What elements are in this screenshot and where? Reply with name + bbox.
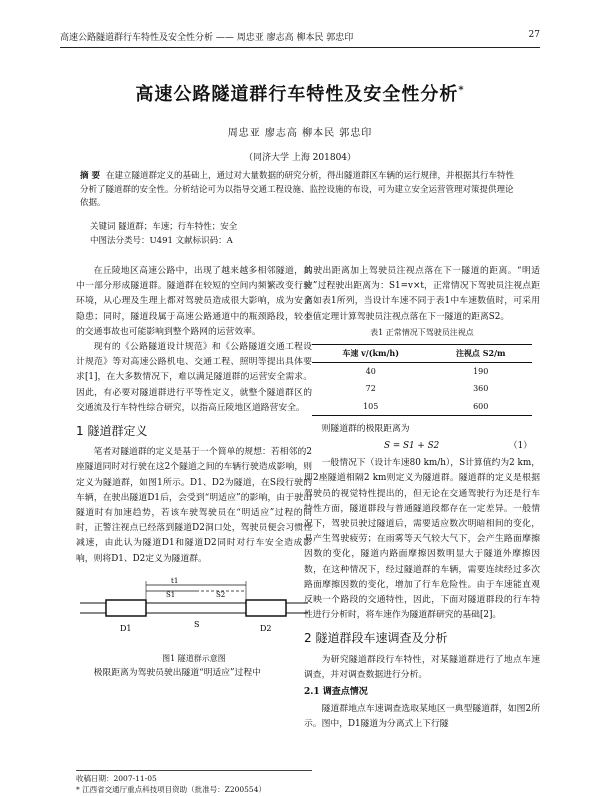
equation xyxy=(304,437,540,456)
table-header: 注视点 S2/m xyxy=(455,348,506,359)
label-d2: D2 xyxy=(260,623,272,633)
running-title: 高速公路隧道群行车特性及安全性分析 —— 周忠亚 廖志高 柳本民 郭忠印 xyxy=(60,33,354,43)
paragraph: 在丘陵地区高速公路中，出现了越来越多相邻隧道，其中一部分形成隧道群。隧道群在较短的空间内频繁改变行驶环境，从心理及生理上都对驾驶员造成很大影响，成为安全隐患；同时，隧道段属于高速公路通道中的瓶颈路段，较小的交通事故也可能影响到整个路网的运营效率。 xyxy=(76,266,312,337)
right-column xyxy=(304,264,540,733)
abstract xyxy=(80,170,520,211)
received-date: 收稿日期：2007-11-05 xyxy=(76,774,157,783)
paragraph: 为研究隧道群段行车特性，对某隧道群进行了地点车速调查，并对调查数据进行分析。 xyxy=(304,654,540,680)
keywords-block xyxy=(90,221,237,248)
label-s2: S2 xyxy=(216,590,226,599)
gaze-distance-table xyxy=(312,344,532,416)
label-d1: D1 xyxy=(120,623,132,633)
table-header: 车速 v/(km/h) xyxy=(342,348,400,359)
tunnel-d2-shape xyxy=(246,600,286,616)
equation-body: S = S1 + S2 xyxy=(384,441,440,452)
label-s1: S1 xyxy=(166,590,176,599)
table-row: 40 190 xyxy=(365,367,489,377)
paragraph: 则隧道群的极限距离为 xyxy=(321,423,410,434)
tunnel-d1-shape xyxy=(106,600,146,616)
paragraph: 隧道群地点车速调查选取某地区一典型隧道群，如图2所示。图中，D1隧道为分离式上下行隧 xyxy=(304,704,540,730)
running-header xyxy=(60,30,540,48)
left-column xyxy=(76,264,312,681)
page-number: 27 xyxy=(528,30,540,40)
abstract-label: 摘 要 xyxy=(80,171,100,181)
paragraph: 笔者对隧道群的定义是基于一个简单的规想：若相邻的2座隧道同时对行驶在这2个隧道之间的车辆行驶造成影响，则定义为隧道群，如图1所示。D1、D2为隧道，在S段行驶的车辆，在驶出隧道D1后，会受到“明适应”的影响，由于驶出隧道时有加速趋势，若该车驶驾驶员在“明适应”过程的同时，正警注视点已经落到隧道D2洞口处，驾驶员便会习惯性减速，由此认为隧道D1和隧道D2同时对行车安全造成影响，则将D1、D2定义为隧道群。 xyxy=(76,447,312,564)
paragraph: 极限距离为驾驶员驶出隧道“明适应”过程中 xyxy=(93,668,261,679)
table-caption: 表1 正常情况下驾驶员注视点 xyxy=(370,327,474,337)
section-heading: 1 隧道群定义 xyxy=(76,424,148,439)
figure-caption: 图1 隧道群示意图 xyxy=(162,654,226,664)
paragraph: 现有的《公路隧道设计规范》和《公路隧道交通工程设计规范》等对高速公路机电、交通工程、照明等提出具体要求[1]，在大多数情况下，难以满足隧道群的运营安全需求。因此，有必要对隧道群进行平等性定义，就整个隧道群区的交通流及行车特性综合研究，以指高丘陵地区道路营安全。 xyxy=(76,342,312,413)
affiliation: （同济大学 上海 201804） xyxy=(243,153,357,163)
label-t1: t1 xyxy=(171,576,179,585)
paper-title: 高速公路隧道群行车特性及安全性分析* xyxy=(135,84,465,105)
authors: 周忠亚 廖志高 柳本民 郭忠印 xyxy=(227,128,373,139)
footnotes xyxy=(76,770,312,795)
table-row: 105 600 xyxy=(312,398,532,416)
section-heading: 2 隧道群段车速调查及分析 xyxy=(304,631,448,646)
classification: 中图法分类号：U491 文献标识码：A xyxy=(90,235,233,246)
title-footnote-mark: * xyxy=(458,85,465,96)
equation-number: （1） xyxy=(508,441,532,452)
paragraph: 的驶出距离加上驾驶员注视点落在下一隧道的距离。“明适应”过程驶出距离为：S1=v×t，正常情况下驾驶员注视点距离如表1所列，当设计车速不同于表1中车速数值时，可采用差值定理计算驾驶员注视点落在下一隧道的距离S2。 xyxy=(304,266,540,322)
table-row: 72 360 xyxy=(365,384,489,394)
funding-note: * 江西省交通厅重点科技项目资助（批准号：Z200554） xyxy=(76,785,266,794)
label-s: S xyxy=(194,619,200,629)
tunnel-group-figure xyxy=(76,573,312,643)
abstract-text: 在建立隧道群定义的基础上，通过对大量数据的研究分析，得出隧道群区车辆的运行规律，并根据其行车特性分析了隧道群的安全性。分析结论可为以指导交通工程设施、监控设施的布设，可为建立安全运营管理对策提供理论依据。 xyxy=(80,171,514,208)
subsection-heading: 2.1 调查点情况 xyxy=(304,687,368,698)
keywords: 关键词 隧道群；车速；行车特性；安全 xyxy=(90,222,238,232)
paragraph: 一般情况下（设计车速80 km/h），S计算值约为2 km，即2座隧道相隔2 km则定义为隧道群。隧道群的定义是根据驾驶员的视觉特性提出的，但无论在交通驾驶行为还是行车特性方面，隧道群段与普通隧道段都存在一定差异。一般情况下，驾驶员驶过隧道后，需要适应数次明暗相间的变化，易产生驾驶疲劳；在雨雾等天气较大气下，会产生路面摩擦因数的变化，隧道内路面摩擦因数明显大于隧道外摩擦因数，在这种情况下，经过隧道群的车辆，需要连续经过多次路面摩擦因数的变化，增加了行车危险性。由于车速能直观反映一个路段的交通特性，因此，下面对隧道群段的行车特性进行分析时，将车速作为隧道群研究的基础[2]。 xyxy=(304,458,540,621)
